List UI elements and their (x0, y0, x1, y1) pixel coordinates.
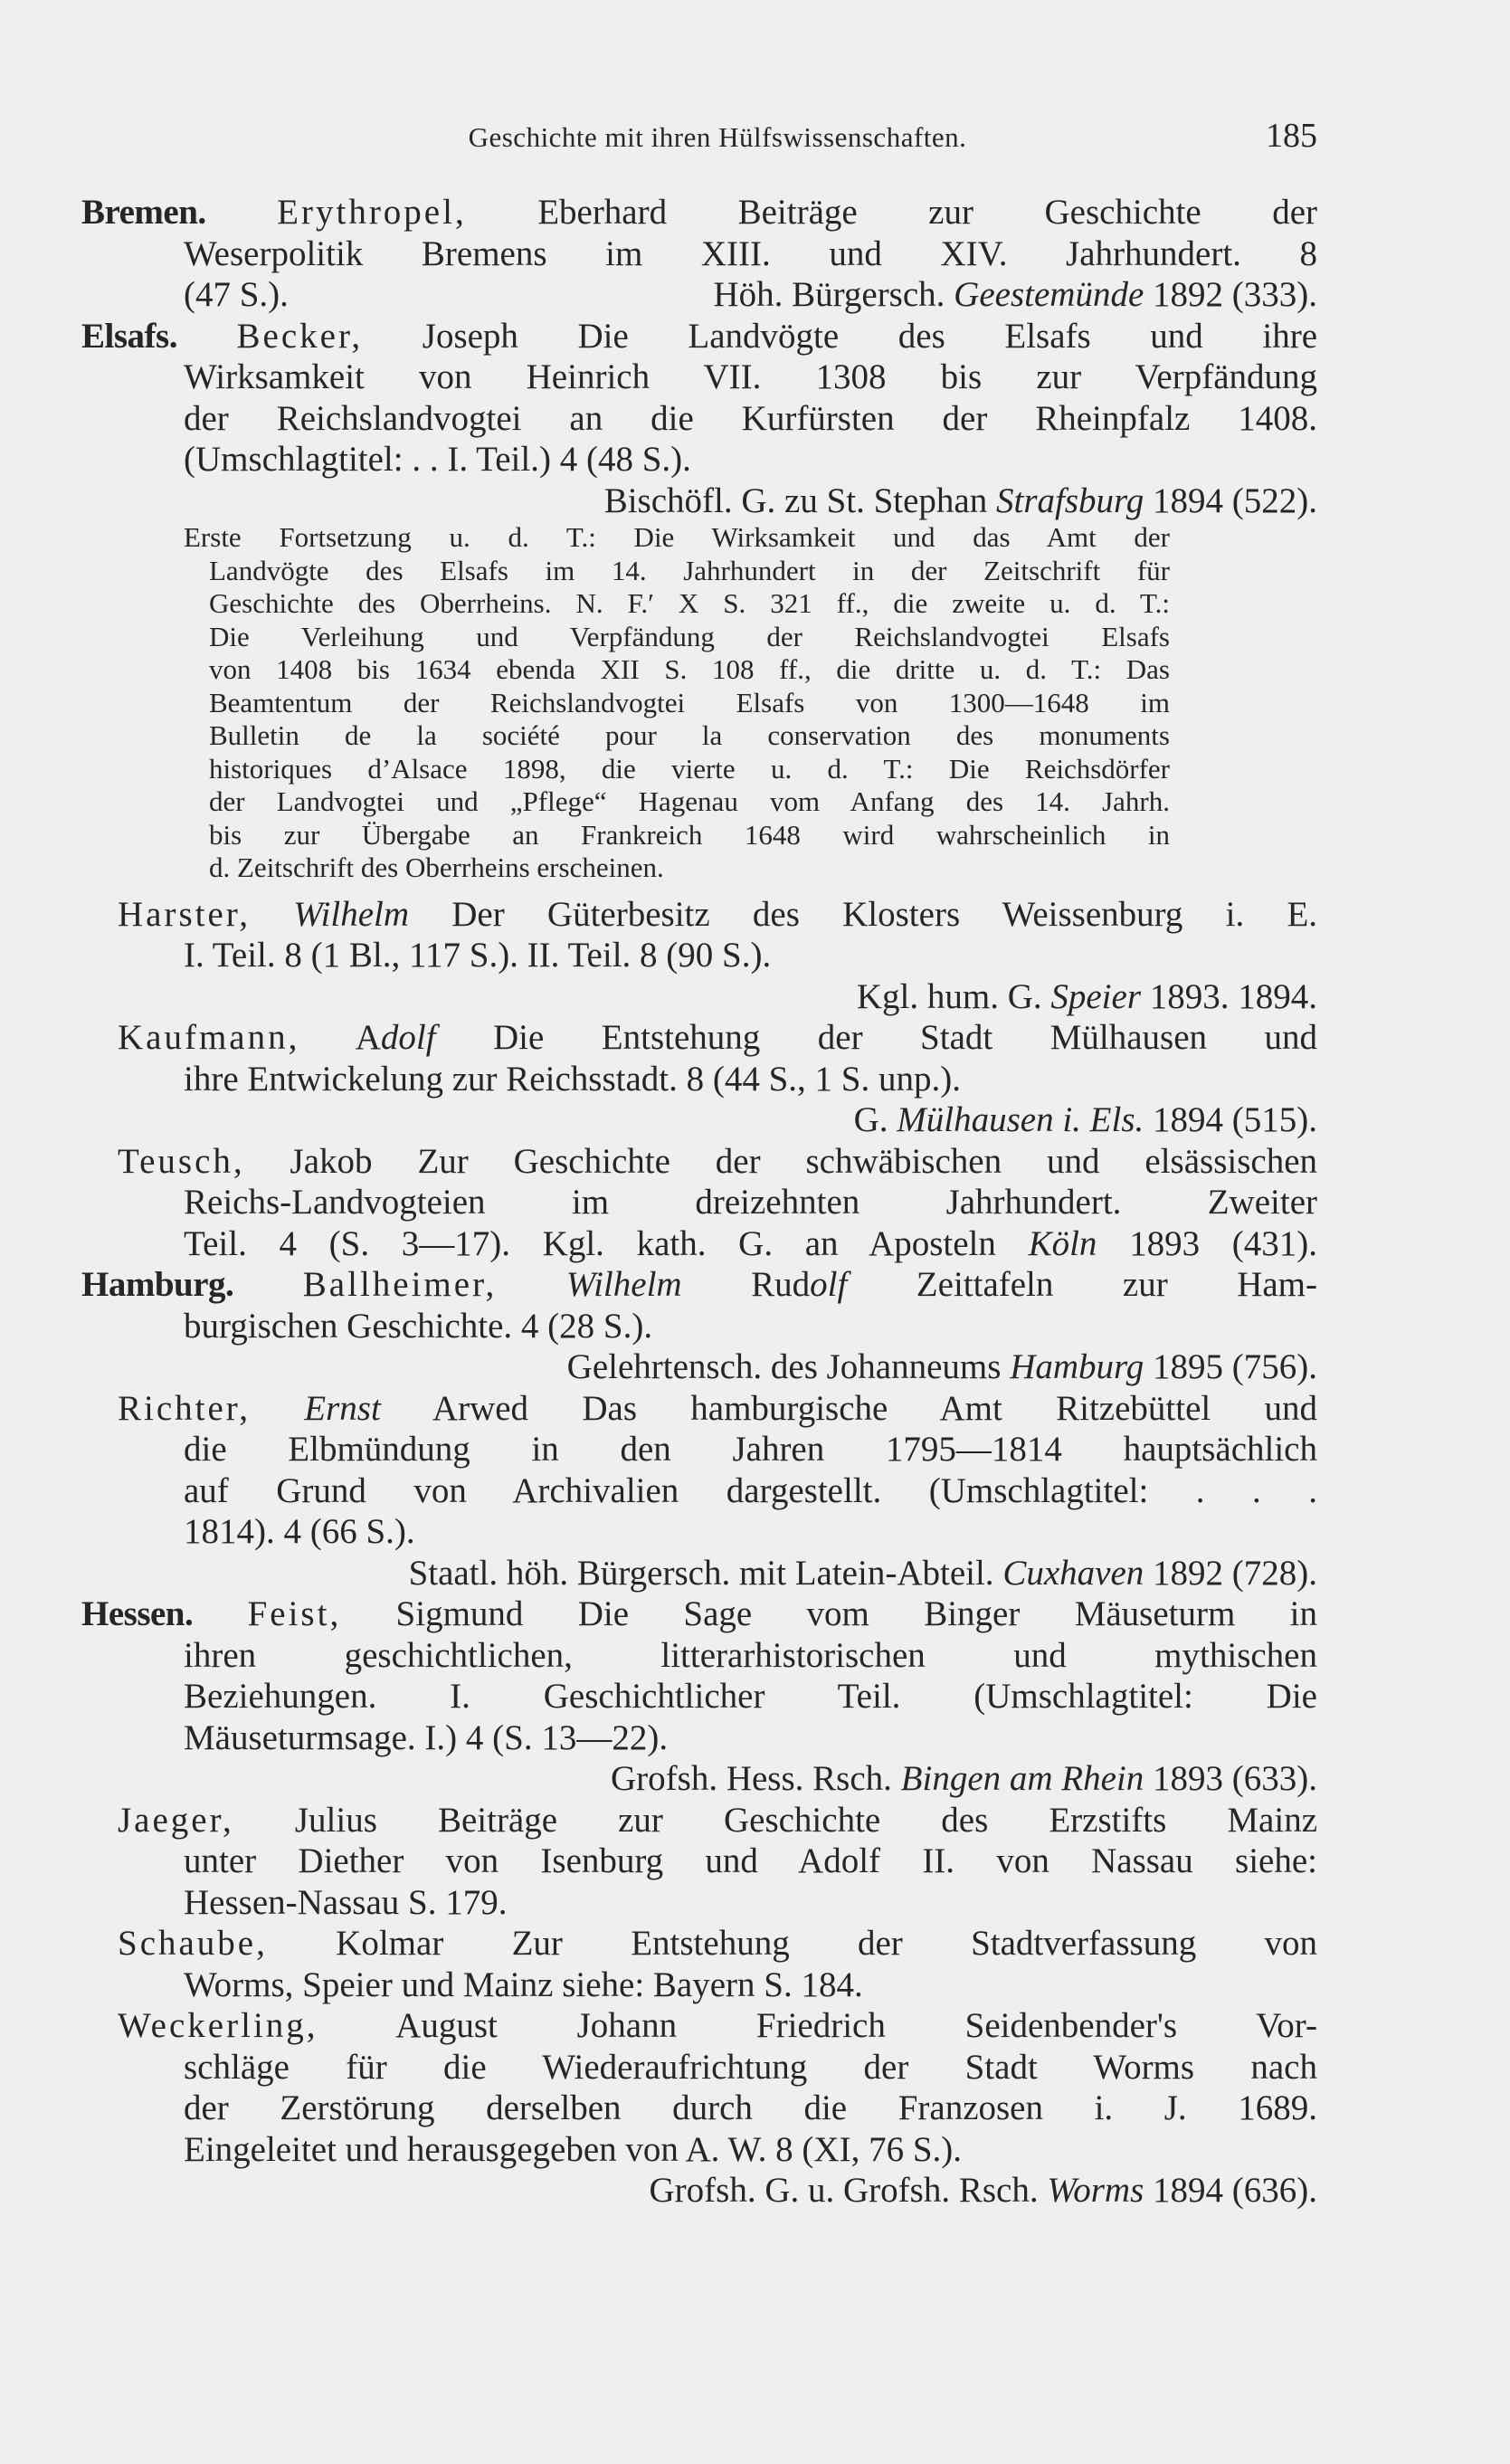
text-line (209, 819, 1170, 852)
text: Julius Beiträge zur Geschichte des Erzstifts Mainz (233, 1800, 1317, 1840)
text: A (299, 1018, 381, 1057)
text: Bulletin de la société pour la conservation des monuments (209, 719, 1170, 751)
text-line (184, 1511, 1317, 1553)
text-line (118, 894, 1317, 936)
text: 1894 (515). (1144, 1100, 1317, 1139)
text-line (184, 1717, 1317, 1759)
text: Der Güterbesitz des Klosters Weissenburg i. E. (409, 894, 1318, 934)
bibliography-body (0, 192, 1510, 2212)
text-line (184, 2047, 1317, 2088)
text: Hessen-Nassau S. 179. (184, 1882, 508, 1922)
text: Eingeleitet und herausgegeben von A. W. 8 (XI, 76 S.). (184, 2129, 962, 2169)
text: Worms, Speier und Mainz siehe: Bayern S. 184. (184, 1965, 863, 2004)
text-line (209, 621, 1170, 654)
text: Sigmund Die Sage vom Binger Mäuseturm in (341, 1594, 1317, 1633)
text: Beamtentum der Reichslandvogtei Elsafs von 1300—1648 im (209, 686, 1170, 718)
text-line (209, 719, 1170, 753)
author-name: Erythropel, (277, 193, 467, 232)
italic-text: olf (810, 1265, 848, 1304)
text: Beziehungen. I. Geschichtlicher Teil. (Umschlagtitel: Die (184, 1677, 1317, 1716)
text: der Landvogtei und „Pflege“ Hagenau vom Anfang des 14. Jahrh. (209, 785, 1170, 817)
text: Kolmar Zur Entstehung der Stadtverfassung von (267, 1924, 1317, 1963)
text: d. Zeitschrift des Oberrheins erscheinen. (209, 851, 664, 883)
text: (47 S.). (184, 275, 289, 314)
text-line (118, 2005, 1317, 2047)
author-name: Ballheimer, (302, 1265, 498, 1304)
text: burgischen Geschichte. 4 (28 S.). (184, 1306, 653, 1346)
text-line (184, 233, 1317, 275)
text-line (118, 1017, 1317, 1059)
text: bis zur Übergabe an Frankreich 1648 wird wahrscheinlich in (209, 818, 1170, 851)
text-line (81, 1264, 1317, 1306)
text-line (209, 851, 1170, 885)
text-line (184, 357, 1317, 398)
holding-institution-line (118, 1099, 1317, 1141)
text (233, 1265, 303, 1304)
author-name: Feist, (247, 1594, 342, 1633)
text-line (184, 1882, 1317, 1924)
text: 1893. 1894. (1141, 976, 1317, 1016)
text: Eberhard Beiträge zur Geschichte der (466, 193, 1318, 232)
section-heading: Hamburg. (81, 1265, 234, 1304)
text (497, 1265, 566, 1304)
text: die Elbmündung in den Jahren 1795—1814 hauptsächlich (184, 1430, 1317, 1469)
text-line (184, 439, 1317, 480)
text: Grofsh. G. u. Grofsh. Rsch. (649, 2171, 1048, 2210)
text-line (184, 1470, 1317, 1512)
running-title: Geschichte mit ihren Hülfswissenschaften. (468, 121, 967, 153)
author-name: Weckerling, (118, 2006, 318, 2045)
text: der Reichslandvogtei an die Kurfürsten der Rheinpfalz 1408. (184, 398, 1317, 438)
author-name: Becker, (236, 316, 364, 356)
text: Gelehrtensch. des Johanneums (566, 1347, 1011, 1386)
author-name: Richter, (118, 1388, 251, 1428)
text: historiques d’Alsace 1898, die vierte u. d. T.: Die Reichsdörfer (209, 752, 1170, 785)
text-line (118, 1923, 1317, 1965)
text-line (81, 316, 1317, 357)
text-line (184, 1182, 1317, 1223)
text: Mäuseturmsage. I.) 4 (S. 13—22). (184, 1717, 669, 1757)
text: Bischöfl. G. zu St. Stephan (603, 480, 996, 520)
text: 1893 (431). (1097, 1223, 1317, 1263)
text: Geschichte des Oberrheins. N. F.′ X S. 321 ff., die zweite u. d. T.: (209, 587, 1170, 619)
text: (Umschlagtitel: . . I. Teil.) 4 (48 S.). (184, 440, 691, 479)
text: Reichs-Landvogteien im dreizehnten Jahrhundert. Zweiter (184, 1183, 1317, 1222)
text-line (184, 1429, 1317, 1470)
text: Höh. Bürgersch. (713, 275, 954, 314)
text: Rud (681, 1265, 811, 1304)
text: 1893 (633). (1144, 1759, 1317, 1798)
text: schläge für die Wiederaufrichtung der Stadt Worms nach (184, 2047, 1317, 2087)
holding-institution-line (118, 1758, 1317, 1800)
italic-text: Strafsburg (996, 480, 1144, 520)
italic-text: dolf (380, 1018, 436, 1057)
text: Teil. 4 (S. 3—17). Kgl. kath. G. an Aposteln (184, 1223, 1029, 1263)
text: unter Diether von Isenburg und Adolf II. von Nassau siehe: (184, 1841, 1317, 1880)
text (251, 1389, 304, 1428)
text: ihre Entwickelung zur Reichsstadt. 8 (44 S., 1 S. unp.). (184, 1059, 961, 1099)
text-line (184, 2088, 1317, 2129)
text-line (184, 398, 1317, 440)
text: Die Verleihung und Verpfändung der Reichslandvogtei Elsafs (209, 620, 1170, 652)
holding-institution-line (118, 2170, 1317, 2212)
text: 1892 (728). (1144, 1553, 1317, 1593)
text-line (184, 1306, 1317, 1347)
text-line (184, 1059, 1317, 1100)
text-line (184, 1223, 1317, 1265)
holding-institution-line (118, 480, 1317, 522)
text (251, 895, 293, 934)
text: I. Teil. 8 (1 Bl., 117 S.). II. Teil. 8 (90 S.). (184, 936, 772, 975)
italic-text: Geestemünde (954, 275, 1144, 314)
italic-text: Ernst (304, 1388, 381, 1428)
author-name: Teusch, (118, 1141, 245, 1181)
holding-institution-line (118, 1553, 1317, 1594)
text-line (209, 687, 1170, 720)
text: Arwed Das hamburgische Amt Ritzebüttel und (380, 1388, 1318, 1428)
author-name: Harster, (118, 894, 251, 934)
holding-institution (713, 274, 1317, 316)
text-line (118, 1388, 1317, 1430)
author-name: Kaufmann, (118, 1018, 300, 1057)
text: August Johann Friedrich Seidenbender's Vor- (318, 2006, 1317, 2045)
text-line (184, 1635, 1317, 1677)
text: der Zerstörung derselben durch die Franzosen i. J. 1689. (184, 2088, 1317, 2127)
text: Joseph Die Landvögte des Elsafs und ihre (363, 316, 1317, 356)
holding-institution-line (118, 976, 1317, 1018)
text: 1895 (756). (1144, 1347, 1317, 1386)
italic-text: Mülhausen i. Els. (897, 1100, 1144, 1139)
text: 1894 (636). (1144, 2171, 1317, 2210)
section-heading: Hessen. (81, 1594, 194, 1633)
italic-text: Hamburg (1010, 1347, 1144, 1386)
text: Grofsh. Hess. Rsch. (611, 1759, 901, 1798)
text-line (184, 1676, 1317, 1717)
italic-text: Wilhelm (293, 894, 410, 934)
text-line (184, 1841, 1317, 1882)
text-line (209, 785, 1170, 819)
text-line (184, 2129, 1317, 2171)
text: 1814). 4 (66 S.). (184, 1512, 415, 1551)
text-line (209, 555, 1170, 588)
section-heading: Bremen. (81, 193, 206, 232)
text: Staatl. höh. Bürgersch. mit Latein-Abteil. (408, 1553, 1003, 1593)
text: auf Grund von Archivalien dargestellt. (Umschlagtitel: . . . (184, 1470, 1317, 1510)
text-line (184, 274, 1317, 316)
text-line (209, 587, 1170, 621)
author-name: Jaeger, (118, 1800, 234, 1840)
text-line (184, 935, 1317, 976)
text (177, 317, 237, 356)
text: Zeittafeln zur Ham- (847, 1265, 1318, 1304)
italic-text: Cuxhaven (1002, 1553, 1144, 1593)
text: Wirksamkeit von Heinrich VII. 1308 bis zur Verpfändung (184, 357, 1317, 396)
text-line (209, 653, 1170, 687)
text: Kgl. hum. G. (856, 976, 1051, 1016)
text: 1892 (333). (1144, 275, 1317, 314)
holding-institution-line (118, 1346, 1317, 1388)
text (193, 1594, 247, 1633)
italic-text: Speier (1050, 976, 1141, 1016)
author-name: Schaube, (118, 1924, 268, 1963)
page-number: 185 (1266, 117, 1317, 155)
italic-text: Worms (1047, 2171, 1144, 2210)
text-line (184, 521, 1170, 555)
italic-text: Bingen am Rhein (900, 1759, 1144, 1798)
text: Landvögte des Elsafs im 14. Jahrhundert in der Zeitschrift für (209, 554, 1170, 586)
italic-text: Wilhelm (565, 1265, 682, 1304)
text: Die Entstehung der Stadt Mülhausen und (435, 1018, 1317, 1057)
text: 1894 (522). (1144, 480, 1317, 520)
text: Weserpolitik Bremens im XIII. und XIV. Jahrhundert. 8 (184, 233, 1317, 273)
text-line (81, 192, 1317, 233)
running-header (118, 116, 1317, 161)
text-line (81, 1594, 1317, 1635)
text: Jakob Zur Geschichte der schwäbischen und elsässischen (244, 1141, 1317, 1181)
text-line (118, 1800, 1317, 1841)
text: Erste Fortsetzung u. d. T.: Die Wirksamkeit und das Amt der (184, 521, 1170, 553)
text: G. (853, 1100, 897, 1139)
italic-text: Köln (1028, 1223, 1097, 1263)
text: ihren geschichtlichen, litterarhistorischen und mythischen (184, 1635, 1317, 1675)
text-line (184, 1965, 1317, 2006)
text: von 1408 bis 1634 ebenda XII S. 108 ff., die dritte u. d. T.: Das (209, 653, 1170, 685)
text-line (209, 753, 1170, 786)
text-line (118, 1141, 1317, 1183)
text (206, 193, 278, 232)
section-heading: Elsafs. (81, 316, 177, 356)
